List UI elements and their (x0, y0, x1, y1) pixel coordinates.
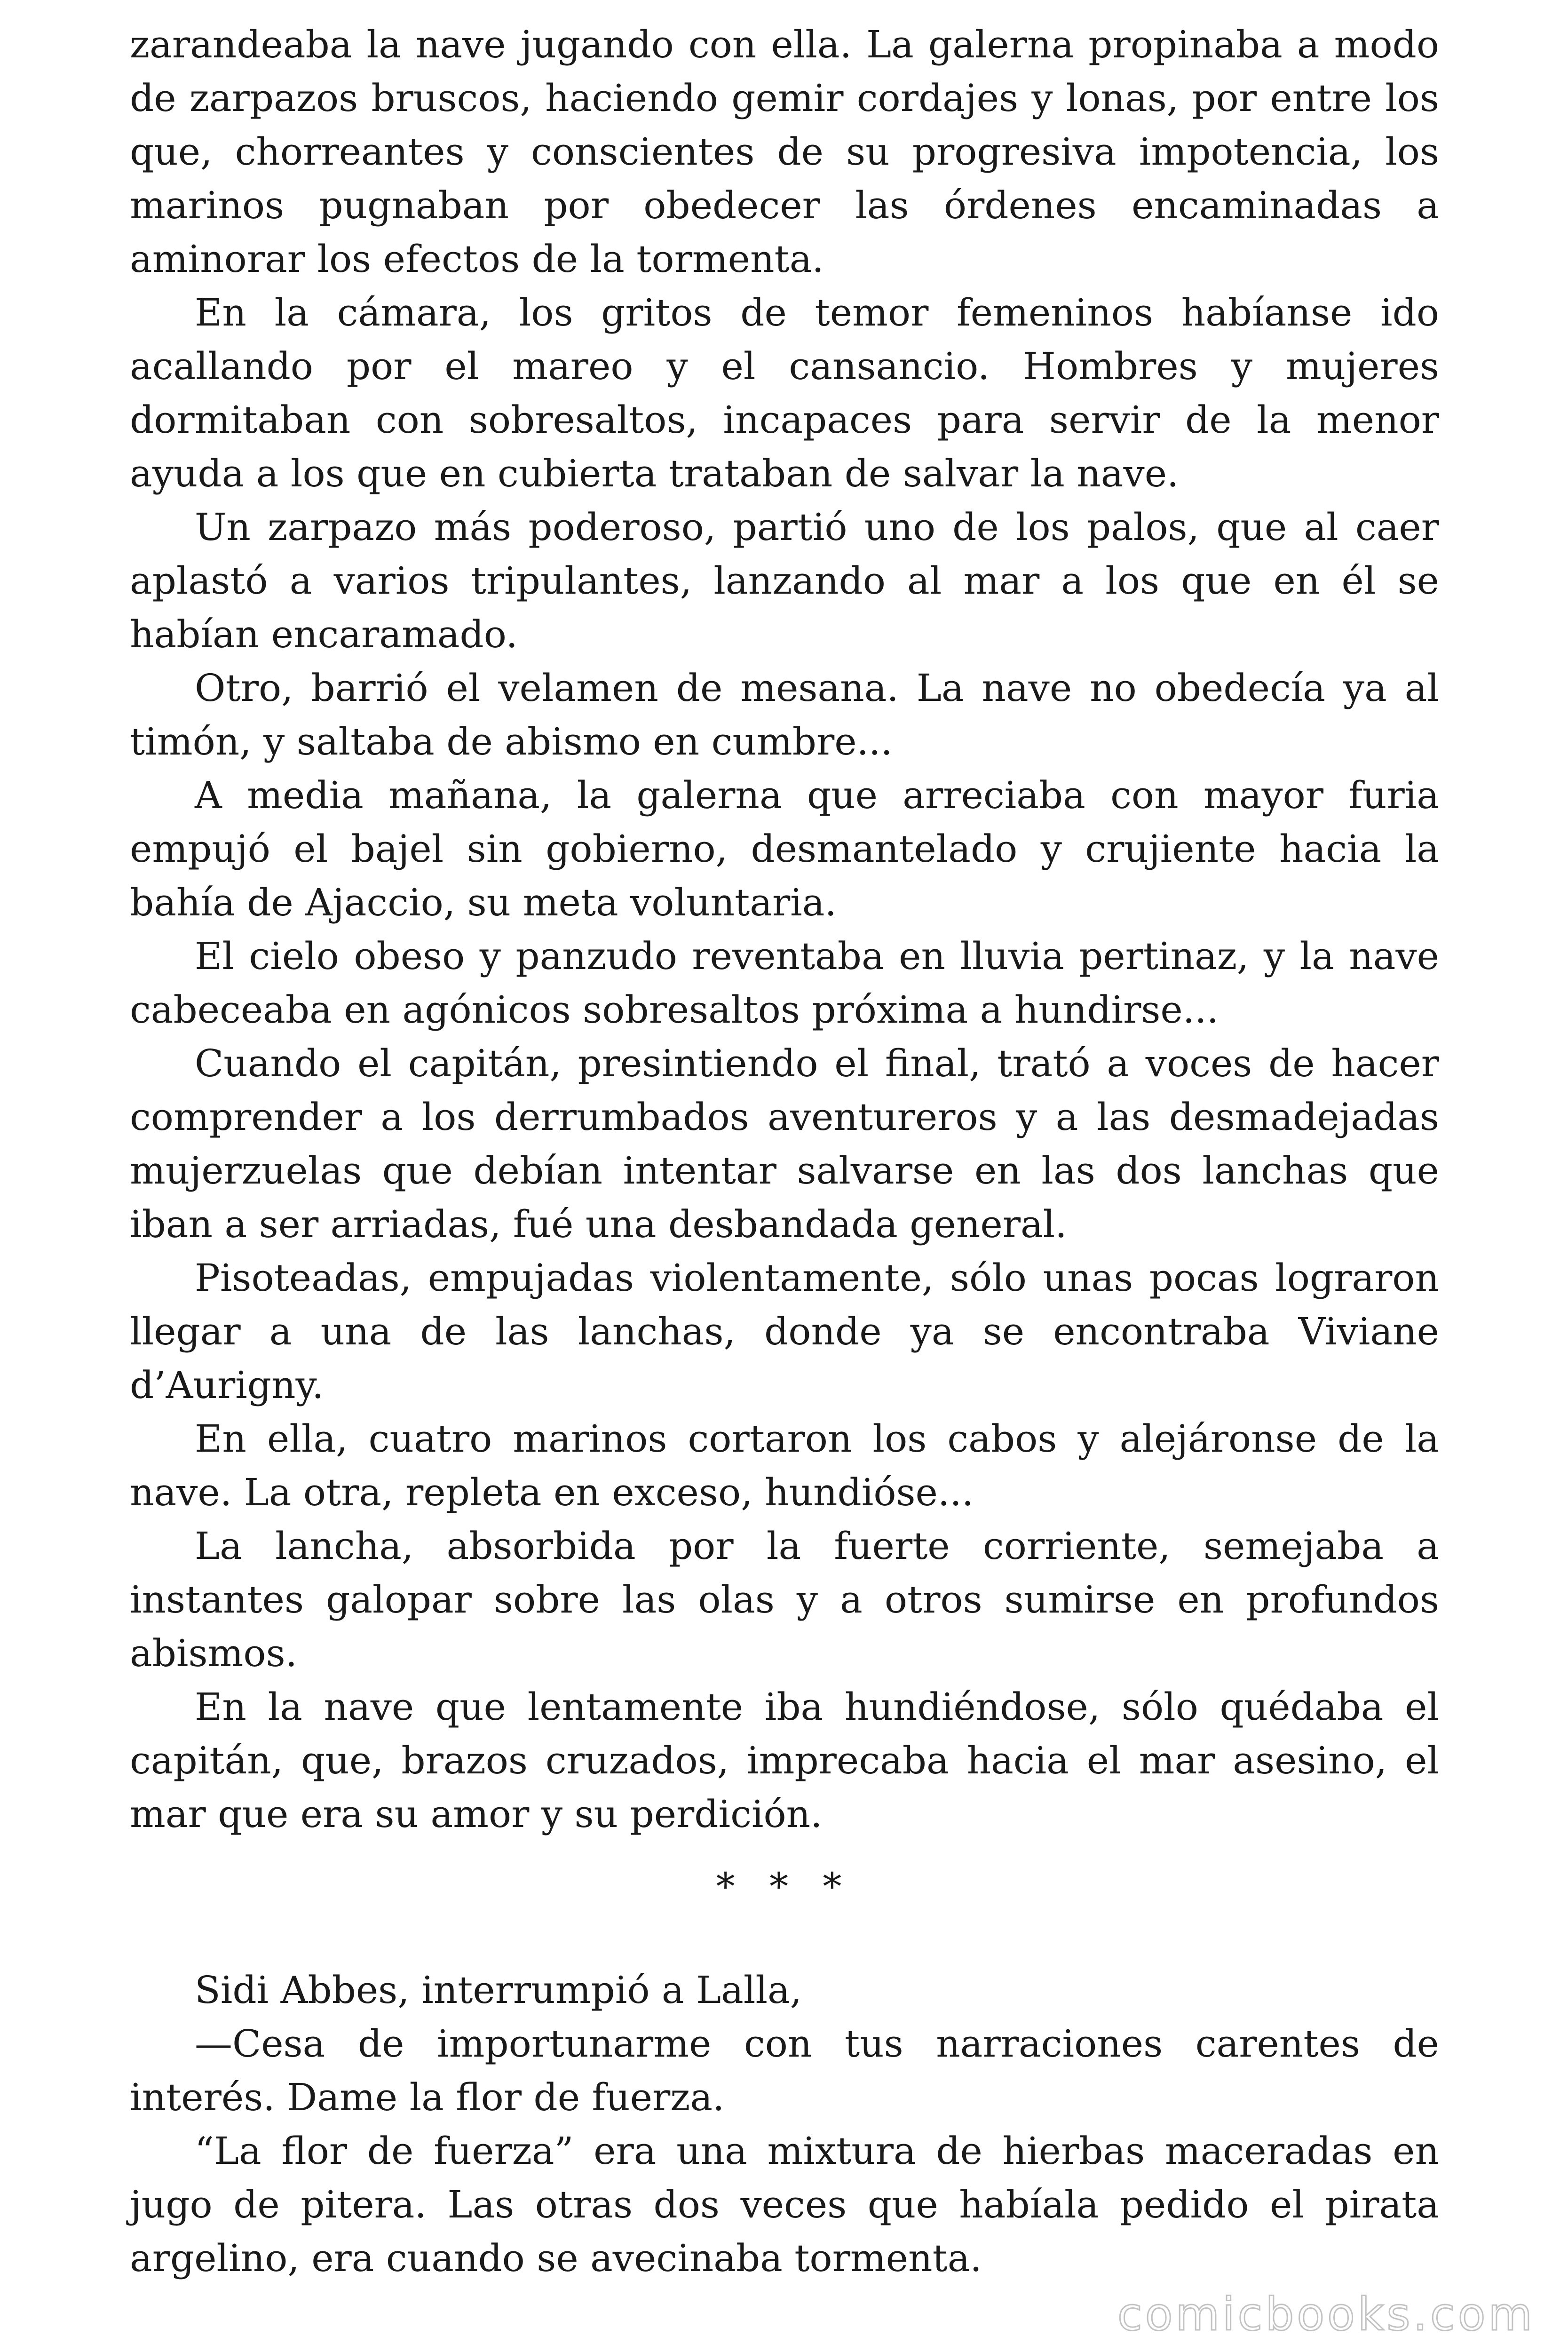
paragraph: Cuando el capitán, presintiendo el final, trató a voces de hacer comprender a los derrumbados aventureros y a las desmadejadas mujerzuelas que debían intentar salvarse en las dos lanchas que iban a ser arriadas, fué una desbandada general. (130, 1041, 1439, 1246)
paragraph: “La flor de fuerza” era una mixtura de hierbas maceradas en jugo de pitera. Las otras dos veces que habíala pedido el pirata argelino, era cuando se avecinaba tormenta. (130, 2129, 1439, 2280)
paragraph: Un zarpazo más poderoso, partió uno de los palos, que al caer aplastó a varios tripulantes, lanzando al mar a los que en él se habían encaramado. (130, 505, 1439, 656)
body-text (130, 18, 1439, 2285)
paragraph: Otro, barrió el velamen de mesana. La nave no obedecía ya al timón, y saltaba de abismo en cumbre... (130, 666, 1439, 763)
paragraph: —Cesa de importunarme con tus narraciones carentes de interés. Dame la flor de fuerza. (130, 2022, 1439, 2119)
paragraph: Pisoteadas, empujadas violentamente, sólo unas pocas lograron llegar a una de las lanchas, donde ya se encontraba Viviane d’Aurigny. (130, 1256, 1439, 1407)
paragraph: En ella, cuatro marinos cortaron los cabos y alejáronse de la nave. La otra, repleta en exceso, hundióse... (130, 1417, 1439, 1514)
watermark-logo: comicbooks.com (1117, 2288, 1535, 2341)
section-break: * * * (716, 1865, 853, 1908)
paragraph: En la cámara, los gritos de temor femeninos habíanse ido acallando por el mareo y el cansancio. Hombres y mujeres dormitaban con sobresaltos, incapaces para servir de la menor ayuda a los que en cubierta trataban de salvar la nave. (130, 291, 1439, 495)
paragraph: La lancha, absorbida por la fuerte corriente, semejaba a instantes galopar sobre las olas y a otros sumirse en profundos abismos. (130, 1524, 1439, 1675)
paragraph: En la nave que lentamente iba hundiéndose, sólo quédaba el capitán, que, brazos cruzados, imprecaba hacia el mar asesino, el mar que era su amor y su perdición. (130, 1685, 1439, 1836)
paragraph: Sidi Abbes, interrumpió a Lalla, (195, 1968, 802, 2012)
paragraph: El cielo obeso y panzudo reventaba en lluvia pertinaz, y la nave cabeceaba en agónicos sobresaltos próxima a hundirse... (130, 934, 1439, 1032)
paragraph: A media mañana, la galerna que arreciaba con mayor furia empujó el bajel sin gobierno, desmantelado y crujiente hacia la bahía de Ajaccio, su meta voluntaria. (130, 773, 1439, 924)
paragraph-continued: zarandeaba la nave jugando con ella. La galerna propinaba a modo de zarpazos bruscos, haciendo gemir cordajes y lonas, por entre los que, chorreantes y conscientes de su progresiva impotencia, los marinos pugnaban por obedecer las órdenes encaminadas a aminorar los efectos de la tormenta. (130, 23, 1439, 281)
